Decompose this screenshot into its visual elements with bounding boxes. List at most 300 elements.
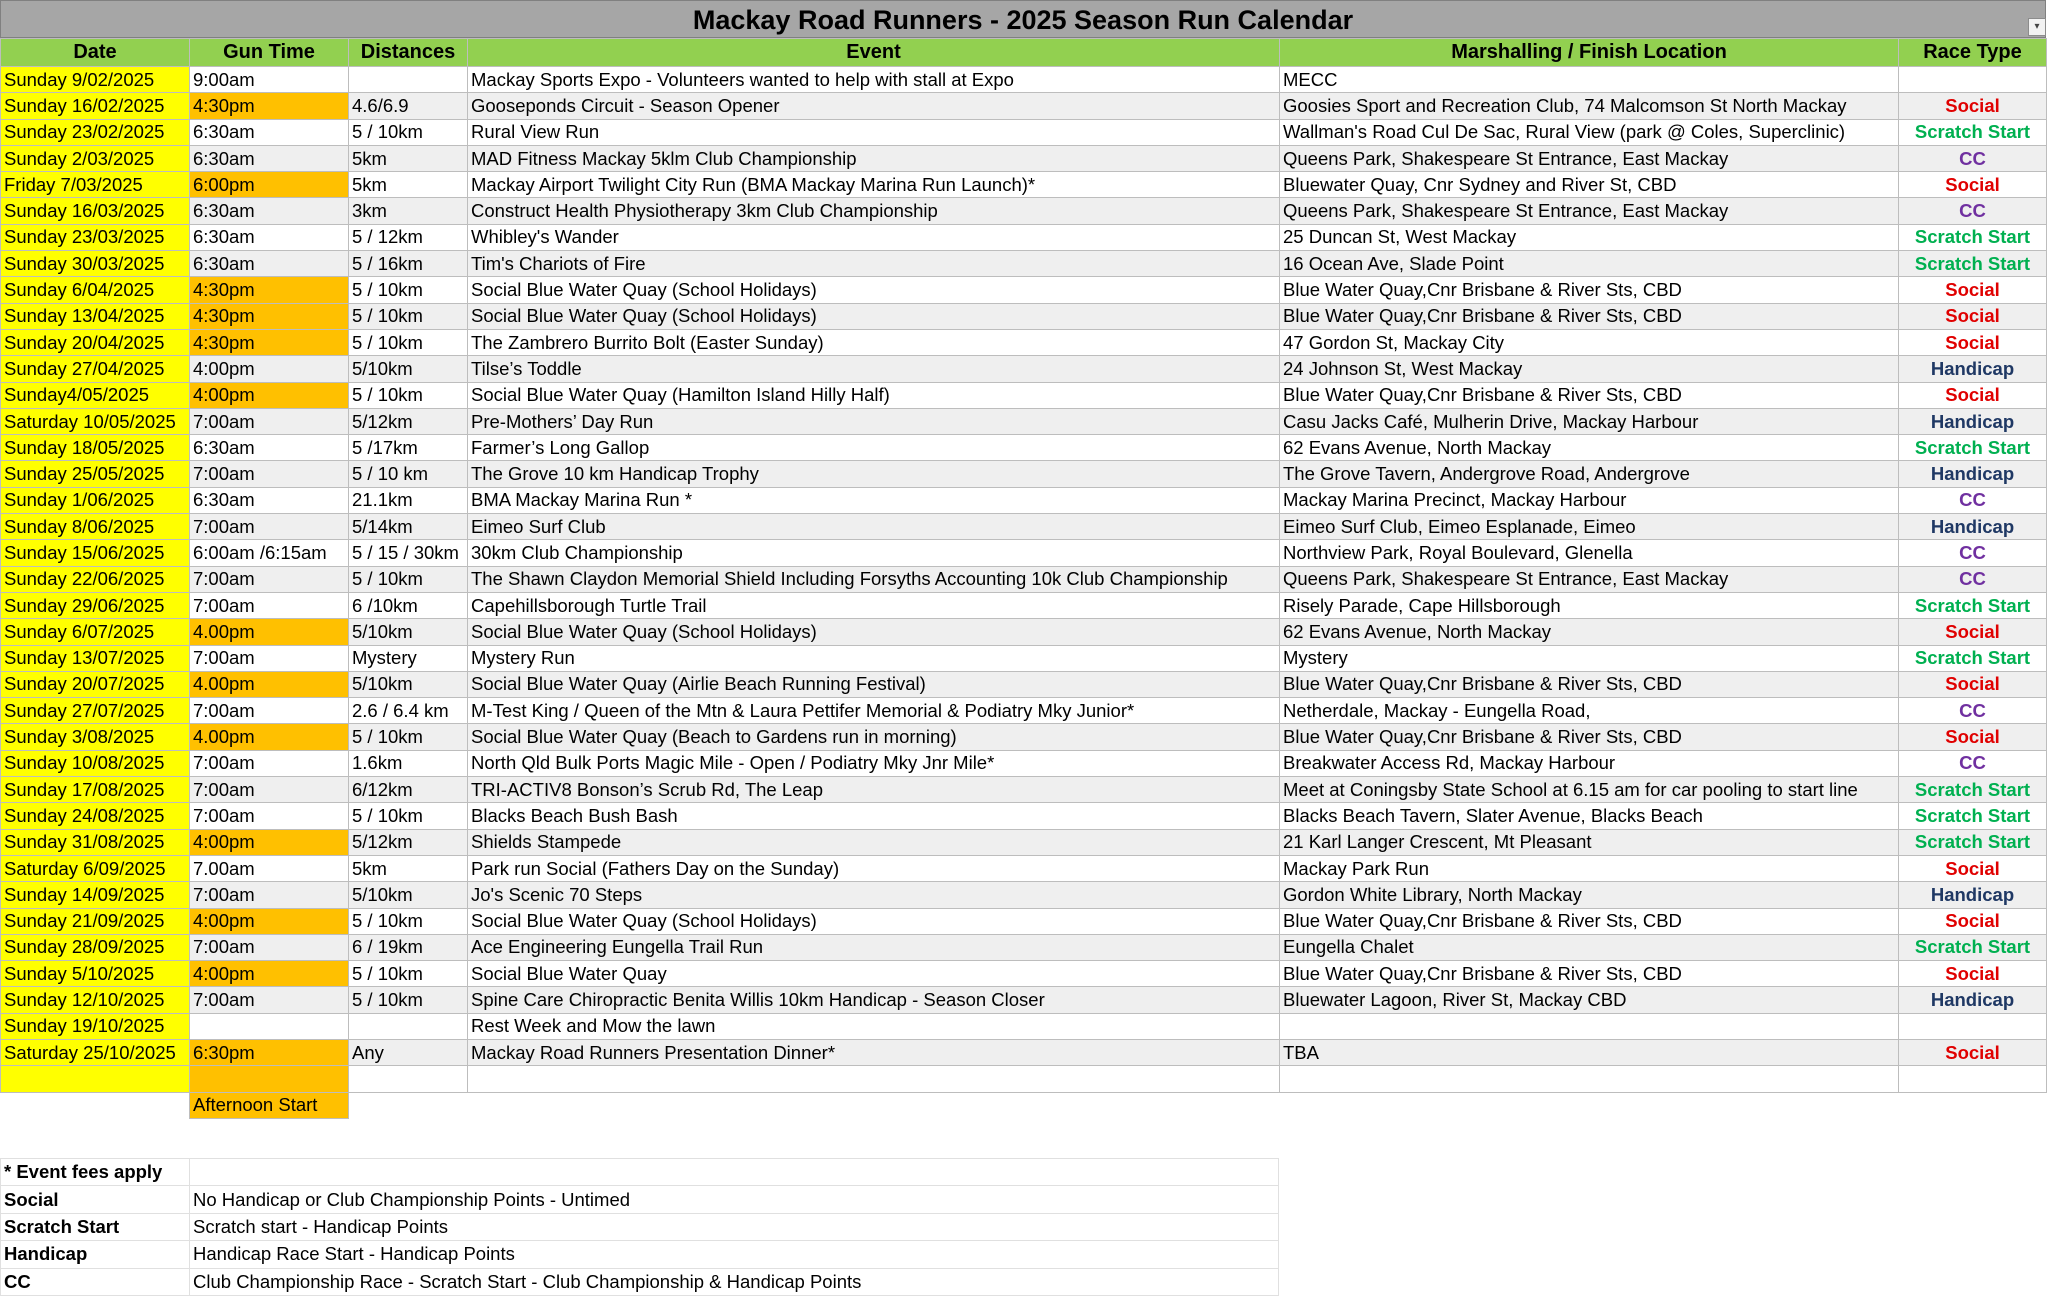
event-cell[interactable]: Tim's Chariots of Fire [468,251,1280,277]
empty-cell[interactable] [1899,1092,2047,1118]
table-row [1,93,2047,119]
table-row [1,172,2047,198]
race-type-cell[interactable]: Scratch Start [1899,435,2047,461]
date-cell[interactable]: Saturday 10/05/2025 [1,408,190,434]
table-row [1,566,2047,592]
race-type-cell[interactable]: Handicap [1899,987,2047,1013]
empty-cell[interactable] [1,1066,190,1092]
table-row [1,619,2047,645]
gun-time-cell[interactable]: 6:30am [190,251,349,277]
gun-time-cell[interactable]: 9:00am [190,67,349,93]
location-cell[interactable]: Risely Parade, Cape Hillsborough [1280,592,1899,618]
table-row [1,1013,2047,1039]
location-cell[interactable]: Netherdale, Mackay - Eungella Road, [1280,698,1899,724]
table-row [1,303,2047,329]
legend-key[interactable]: CC [1,1268,190,1295]
legend-description[interactable]: Handicap Race Start - Handicap Points [190,1241,1279,1268]
date-cell[interactable]: Sunday 23/02/2025 [1,119,190,145]
event-cell[interactable]: Social Blue Water Quay (School Holidays) [468,303,1280,329]
date-cell[interactable]: Sunday 23/03/2025 [1,224,190,250]
gun-time-cell[interactable]: 7:00am [190,750,349,776]
event-cell[interactable]: Jo's Scenic 70 Steps [468,882,1280,908]
distance-cell[interactable]: 5/14km [349,514,468,540]
gun-time-cell[interactable]: 7:00am [190,882,349,908]
date-cell[interactable]: Sunday 10/08/2025 [1,750,190,776]
location-cell[interactable]: TBA [1280,1039,1899,1065]
date-cell[interactable]: Sunday 6/04/2025 [1,277,190,303]
distance-cell[interactable]: 5/10km [349,356,468,382]
date-cell[interactable]: Saturday 25/10/2025 [1,1039,190,1065]
date-cell[interactable]: Sunday 18/05/2025 [1,435,190,461]
table-row [1,67,2047,93]
race-type-cell[interactable]: CC [1899,145,2047,171]
event-cell[interactable]: The Zambrero Burrito Bolt (Easter Sunday) [468,329,1280,355]
event-cell[interactable]: Rest Week and Mow the lawn [468,1013,1280,1039]
event-cell[interactable]: Social Blue Water Quay [468,961,1280,987]
distance-cell[interactable]: 5km [349,855,468,881]
distance-cell[interactable] [349,1013,468,1039]
table-row [1,829,2047,855]
location-cell[interactable]: Blacks Beach Tavern, Slater Avenue, Blacks Beach [1280,803,1899,829]
race-type-cell[interactable]: Scratch Start [1899,251,2047,277]
date-cell[interactable]: Friday 7/03/2025 [1,172,190,198]
location-cell[interactable] [1280,1013,1899,1039]
race-type-cell[interactable]: Social [1899,961,2047,987]
distance-cell[interactable]: 5 / 10km [349,987,468,1013]
race-type-cell[interactable]: Handicap [1899,514,2047,540]
event-cell[interactable]: BMA Mackay Marina Run * [468,487,1280,513]
event-cell[interactable]: Social Blue Water Quay (Hamilton Island Hilly Half) [468,382,1280,408]
legend-description[interactable]: Scratch start - Handicap Points [190,1213,1279,1240]
race-type-cell[interactable]: Scratch Start [1899,119,2047,145]
event-cell[interactable]: Park run Social (Fathers Day on the Sunday) [468,855,1280,881]
race-type-cell[interactable]: Social [1899,382,2047,408]
distance-cell[interactable]: 5 / 10km [349,382,468,408]
event-cell[interactable]: The Shawn Claydon Memorial Shield Including Forsyths Accounting 10k Club Championship [468,566,1280,592]
date-cell[interactable]: Saturday 6/09/2025 [1,855,190,881]
race-type-cell[interactable]: Social [1899,93,2047,119]
location-cell[interactable]: 62 Evans Avenue, North Mackay [1280,435,1899,461]
table-row [1,777,2047,803]
race-type-cell[interactable]: Handicap [1899,461,2047,487]
event-cell[interactable]: Farmer’s Long Gallop [468,435,1280,461]
distance-cell[interactable]: 5 /17km [349,435,468,461]
race-type-cell[interactable] [1899,1013,2047,1039]
race-type-cell[interactable]: CC [1899,698,2047,724]
legend-row [1,1213,1279,1240]
location-cell[interactable]: Blue Water Quay,Cnr Brisbane & River Sts, CBD [1280,277,1899,303]
gun-time-cell[interactable]: 4:00pm [190,829,349,855]
empty-cell[interactable] [190,1066,349,1092]
location-cell[interactable]: Blue Water Quay,Cnr Brisbane & River Sts, CBD [1280,961,1899,987]
date-cell[interactable]: Sunday 27/07/2025 [1,698,190,724]
table-row [1,198,2047,224]
gun-time-cell[interactable] [190,1013,349,1039]
gun-time-cell[interactable]: 7:00am [190,461,349,487]
location-cell[interactable]: 16 Ocean Ave, Slade Point [1280,251,1899,277]
table-row [1,750,2047,776]
gun-time-cell[interactable]: 7:00am [190,803,349,829]
legend-table [0,1158,1279,1296]
date-cell[interactable]: Sunday 29/06/2025 [1,592,190,618]
gun-time-cell[interactable]: 6:30pm [190,1039,349,1065]
gun-time-cell[interactable]: 6:30am [190,145,349,171]
gun-time-cell[interactable]: 7:00am [190,777,349,803]
race-type-cell[interactable]: Scratch Start [1899,645,2047,671]
event-cell[interactable]: Mackay Road Runners Presentation Dinner* [468,1039,1280,1065]
date-cell[interactable]: Sunday 13/04/2025 [1,303,190,329]
distance-cell[interactable]: 5 / 10km [349,566,468,592]
event-cell[interactable]: Social Blue Water Quay (School Holidays) [468,277,1280,303]
race-type-cell[interactable]: Handicap [1899,356,2047,382]
date-cell[interactable]: Sunday 12/10/2025 [1,987,190,1013]
location-cell[interactable]: Bluewater Quay, Cnr Sydney and River St, CBD [1280,172,1899,198]
location-cell[interactable]: Blue Water Quay,Cnr Brisbane & River Sts, CBD [1280,382,1899,408]
empty-row [1,1066,2047,1092]
sheet-title: Mackay Road Runners - 2025 Season Run Calendar [0,0,2046,38]
legend-key[interactable]: Social [1,1186,190,1213]
race-type-cell[interactable]: Scratch Start [1899,934,2047,960]
distance-cell[interactable]: 5 / 10km [349,908,468,934]
event-cell[interactable]: Shields Stampede [468,829,1280,855]
distance-cell[interactable]: 5 / 16km [349,251,468,277]
date-cell[interactable]: Sunday 16/03/2025 [1,198,190,224]
date-cell[interactable]: Sunday 17/08/2025 [1,777,190,803]
event-cell[interactable]: Eimeo Surf Club [468,514,1280,540]
location-cell[interactable]: Goosies Sport and Recreation Club, 74 Malcomson St North Mackay [1280,93,1899,119]
distance-cell[interactable]: 5 / 10km [349,277,468,303]
event-cell[interactable]: Rural View Run [468,119,1280,145]
gun-time-cell[interactable]: 4:00pm [190,961,349,987]
race-type-cell[interactable]: Scratch Start [1899,592,2047,618]
table-row [1,277,2047,303]
table-row [1,987,2047,1013]
event-cell[interactable]: Capehillsborough Turtle Trail [468,592,1280,618]
table-row [1,224,2047,250]
date-cell[interactable]: Sunday 6/07/2025 [1,619,190,645]
location-cell[interactable]: Mackay Park Run [1280,855,1899,881]
location-cell[interactable]: Northview Park, Royal Boulevard, Glenella [1280,540,1899,566]
gun-time-cell[interactable]: 6:00pm [190,172,349,198]
gun-time-cell[interactable]: 6:30am [190,119,349,145]
table-row [1,382,2047,408]
event-cell[interactable]: Whibley's Wander [468,224,1280,250]
legend-description[interactable]: Club Championship Race - Scratch Start - Club Championship & Handicap Points [190,1268,1279,1295]
legend-description[interactable] [190,1159,1279,1186]
table-row [1,329,2047,355]
distance-cell[interactable]: 5/12km [349,408,468,434]
distance-cell[interactable]: 5 / 10km [349,119,468,145]
gun-time-cell[interactable]: 7:00am [190,408,349,434]
empty-cell[interactable] [468,1066,1280,1092]
distance-cell[interactable]: 5/10km [349,882,468,908]
race-type-cell[interactable]: CC [1899,487,2047,513]
location-cell[interactable]: MECC [1280,67,1899,93]
header-gun-time[interactable]: Gun Time [190,39,349,67]
race-type-cell[interactable]: CC [1899,566,2047,592]
location-cell[interactable]: Wallman's Road Cul De Sac, Rural View (park @ Coles, Superclinic) [1280,119,1899,145]
event-cell[interactable]: Mystery Run [468,645,1280,671]
distance-cell[interactable]: 6/12km [349,777,468,803]
legend-row [1,1268,1279,1295]
gun-time-cell[interactable]: 7:00am [190,698,349,724]
race-type-cell[interactable]: Social [1899,908,2047,934]
legend-row [1,1186,1279,1213]
location-cell[interactable]: Blue Water Quay,Cnr Brisbane & River Sts, CBD [1280,724,1899,750]
distance-cell[interactable]: 6 /10km [349,592,468,618]
gun-time-cell[interactable]: 4.00pm [190,619,349,645]
empty-cell[interactable] [1899,1066,2047,1092]
event-cell[interactable]: M-Test King / Queen of the Mtn & Laura Pettifer Memorial & Podiatry Mky Junior* [468,698,1280,724]
distance-cell[interactable]: 1.6km [349,750,468,776]
empty-cell[interactable] [349,1066,468,1092]
table-row [1,671,2047,697]
gun-time-cell[interactable]: 7.00am [190,855,349,881]
event-cell[interactable]: TRI-ACTIV8 Bonson’s Scrub Rd, The Leap [468,777,1280,803]
event-cell[interactable]: Gooseponds Circuit - Season Opener [468,93,1280,119]
gun-time-cell[interactable]: 4:30pm [190,329,349,355]
gun-time-cell[interactable]: 4:00pm [190,356,349,382]
race-type-cell[interactable]: Social [1899,1039,2047,1065]
gun-time-cell[interactable]: 7:00am [190,566,349,592]
location-cell[interactable]: Blue Water Quay,Cnr Brisbane & River Sts, CBD [1280,303,1899,329]
afternoon-key-row [1,1092,2047,1118]
table-row [1,145,2047,171]
distance-cell[interactable]: 21.1km [349,487,468,513]
race-type-cell[interactable]: Social [1899,855,2047,881]
event-cell[interactable]: The Grove 10 km Handicap Trophy [468,461,1280,487]
race-type-cell[interactable]: Handicap [1899,408,2047,434]
empty-cell[interactable] [349,1092,468,1118]
table-row [1,645,2047,671]
date-cell[interactable]: Sunday 30/03/2025 [1,251,190,277]
gun-time-cell[interactable]: 4.00pm [190,724,349,750]
legend-key[interactable]: * Event fees apply [1,1159,190,1186]
legend-key[interactable]: Handicap [1,1241,190,1268]
event-cell[interactable]: Pre-Mothers’ Day Run [468,408,1280,434]
table-row [1,724,2047,750]
race-type-cell[interactable]: CC [1899,198,2047,224]
table-row [1,882,2047,908]
gun-time-cell[interactable]: 4:30pm [190,277,349,303]
location-cell[interactable]: Eimeo Surf Club, Eimeo Esplanade, Eimeo [1280,514,1899,540]
table-row [1,119,2047,145]
date-cell[interactable]: Sunday 20/07/2025 [1,671,190,697]
distance-cell[interactable]: 5 / 10km [349,961,468,987]
gun-time-cell[interactable]: 4:00pm [190,382,349,408]
gun-time-cell[interactable]: 6:30am [190,487,349,513]
distance-cell[interactable]: 5 / 10km [349,329,468,355]
location-cell[interactable]: 24 Johnson St, West Mackay [1280,356,1899,382]
event-cell[interactable]: Mackay Sports Expo - Volunteers wanted to help with stall at Expo [468,67,1280,93]
gun-time-cell[interactable]: 7:00am [190,934,349,960]
race-type-cell[interactable]: Scratch Start [1899,224,2047,250]
location-cell[interactable]: 21 Karl Langer Crescent, Mt Pleasant [1280,829,1899,855]
table-row [1,251,2047,277]
date-cell[interactable]: Sunday 3/08/2025 [1,724,190,750]
legend-description[interactable]: No Handicap or Club Championship Points - Untimed [190,1186,1279,1213]
table-row [1,934,2047,960]
distance-cell[interactable]: 5 / 12km [349,224,468,250]
event-cell[interactable]: Social Blue Water Quay (School Holidays) [468,619,1280,645]
header-race-type[interactable]: Race Type [1899,39,2047,67]
gun-time-cell[interactable]: 6:30am [190,435,349,461]
empty-cell[interactable] [468,1092,1280,1118]
table-row [1,961,2047,987]
race-type-cell[interactable] [1899,67,2047,93]
header-distances[interactable]: Distances [349,39,468,67]
location-cell[interactable]: Blue Water Quay,Cnr Brisbane & River Sts, CBD [1280,671,1899,697]
event-cell[interactable]: Spine Care Chiropractic Benita Willis 10km Handicap - Season Closer [468,987,1280,1013]
event-cell[interactable]: Ace Engineering Eungella Trail Run [468,934,1280,960]
distance-cell[interactable]: 5/12km [349,829,468,855]
event-cell[interactable]: Social Blue Water Quay (Airlie Beach Running Festival) [468,671,1280,697]
table-row [1,356,2047,382]
location-cell[interactable]: 25 Duncan St, West Mackay [1280,224,1899,250]
location-cell[interactable]: The Grove Tavern, Andergrove Road, Andergrove [1280,461,1899,487]
date-cell[interactable]: Sunday 16/02/2025 [1,93,190,119]
table-row [1,514,2047,540]
distance-cell[interactable]: 3km [349,198,468,224]
location-cell[interactable]: Mystery [1280,645,1899,671]
event-cell[interactable]: Blacks Beach Bush Bash [468,803,1280,829]
distance-cell[interactable]: Mystery [349,645,468,671]
distance-cell[interactable]: 5 / 10 km [349,461,468,487]
header-location[interactable]: Marshalling / Finish Location [1280,39,1899,67]
date-cell[interactable]: Sunday 5/10/2025 [1,961,190,987]
date-cell[interactable]: Sunday4/05/2025 [1,382,190,408]
date-cell[interactable]: Sunday 13/07/2025 [1,645,190,671]
race-type-cell[interactable]: Social [1899,671,2047,697]
date-cell[interactable]: Sunday 8/06/2025 [1,514,190,540]
location-cell[interactable]: 47 Gordon St, Mackay City [1280,329,1899,355]
table-row [1,461,2047,487]
location-cell[interactable]: Bluewater Lagoon, River St, Mackay CBD [1280,987,1899,1013]
table-row [1,908,2047,934]
date-cell[interactable]: Sunday 14/09/2025 [1,882,190,908]
header-row [1,39,2047,67]
distance-cell[interactable]: 5km [349,145,468,171]
date-cell[interactable]: Sunday 19/10/2025 [1,1013,190,1039]
location-cell[interactable]: Casu Jacks Café, Mulherin Drive, Mackay Harbour [1280,408,1899,434]
filter-dropdown-icon[interactable]: ▾ [2028,18,2046,36]
date-cell[interactable]: Sunday 28/09/2025 [1,934,190,960]
location-cell[interactable]: Queens Park, Shakespeare St Entrance, East Mackay [1280,198,1899,224]
table-row [1,855,2047,881]
distance-cell[interactable]: 6 / 19km [349,934,468,960]
distance-cell[interactable]: 5km [349,172,468,198]
date-cell[interactable]: Sunday 27/04/2025 [1,356,190,382]
date-cell[interactable]: Sunday 21/09/2025 [1,908,190,934]
race-type-cell[interactable]: Social [1899,303,2047,329]
header-event[interactable]: Event [468,39,1280,67]
race-type-cell[interactable]: Social [1899,724,2047,750]
distance-cell[interactable]: 5 / 10km [349,724,468,750]
table-row [1,487,2047,513]
race-type-cell[interactable]: Social [1899,277,2047,303]
table-row [1,408,2047,434]
distance-cell[interactable]: 4.6/6.9 [349,93,468,119]
race-type-cell[interactable]: Handicap [1899,882,2047,908]
race-type-cell[interactable]: Social [1899,329,2047,355]
empty-cell[interactable] [1280,1092,1899,1118]
date-cell[interactable]: Sunday 1/06/2025 [1,487,190,513]
date-cell[interactable]: Sunday 22/06/2025 [1,566,190,592]
distance-cell[interactable]: 5 / 10km [349,803,468,829]
gun-time-cell[interactable]: 4:00pm [190,908,349,934]
location-cell[interactable]: Mackay Marina Precinct, Mackay Harbour [1280,487,1899,513]
gun-time-cell[interactable]: 6:00am /6:15am [190,540,349,566]
distance-cell[interactable]: Any [349,1039,468,1065]
distance-cell[interactable]: 5 / 15 / 30km [349,540,468,566]
date-cell[interactable]: Sunday 20/04/2025 [1,329,190,355]
gun-time-cell[interactable]: 7:00am [190,645,349,671]
event-cell[interactable]: Mackay Airport Twilight City Run (BMA Mackay Marina Run Launch)* [468,172,1280,198]
gun-time-cell[interactable]: 6:30am [190,224,349,250]
race-type-cell[interactable]: CC [1899,750,2047,776]
header-date[interactable]: Date [1,39,190,67]
afternoon-start-key[interactable]: Afternoon Start [190,1092,349,1118]
legend-row [1,1159,1279,1186]
date-cell[interactable]: Sunday 15/06/2025 [1,540,190,566]
gun-time-cell[interactable]: 7:00am [190,514,349,540]
event-cell[interactable]: Social Blue Water Quay (School Holidays) [468,908,1280,934]
event-cell[interactable]: Social Blue Water Quay (Beach to Gardens run in morning) [468,724,1280,750]
race-type-cell[interactable]: Scratch Start [1899,803,2047,829]
empty-cell[interactable] [1280,1066,1899,1092]
race-type-cell[interactable]: Social [1899,172,2047,198]
gun-time-cell[interactable]: 6:30am [190,198,349,224]
date-cell[interactable]: Sunday 25/05/2025 [1,461,190,487]
date-cell[interactable]: Sunday 24/08/2025 [1,803,190,829]
gun-time-cell[interactable]: 4:30pm [190,303,349,329]
date-cell[interactable]: Sunday 31/08/2025 [1,829,190,855]
race-type-cell[interactable]: CC [1899,540,2047,566]
table-row [1,435,2047,461]
date-cell[interactable]: Sunday 2/03/2025 [1,145,190,171]
distance-cell[interactable]: 5/10km [349,619,468,645]
location-cell[interactable]: Queens Park, Shakespeare St Entrance, East Mackay [1280,566,1899,592]
distance-cell[interactable]: 2.6 / 6.4 km [349,698,468,724]
distance-cell[interactable] [349,67,468,93]
location-cell[interactable]: Gordon White Library, North Mackay [1280,882,1899,908]
table-row [1,698,2047,724]
location-cell[interactable]: Breakwater Access Rd, Mackay Harbour [1280,750,1899,776]
gun-time-cell[interactable]: 7:00am [190,987,349,1013]
distance-cell[interactable]: 5 / 10km [349,303,468,329]
distance-cell[interactable]: 5/10km [349,671,468,697]
location-cell[interactable]: Eungella Chalet [1280,934,1899,960]
location-cell[interactable]: Blue Water Quay,Cnr Brisbane & River Sts, CBD [1280,908,1899,934]
race-type-cell[interactable]: Social [1899,619,2047,645]
gun-time-cell[interactable]: 4.00pm [190,671,349,697]
race-type-cell[interactable]: Scratch Start [1899,829,2047,855]
event-cell[interactable]: Construct Health Physiotherapy 3km Club Championship [468,198,1280,224]
date-cell[interactable]: Sunday 9/02/2025 [1,67,190,93]
event-cell[interactable]: 30km Club Championship [468,540,1280,566]
event-cell[interactable]: North Qld Bulk Ports Magic Mile - Open / Podiatry Mky Jnr Mile* [468,750,1280,776]
location-cell[interactable]: Meet at Coningsby State School at 6.15 am for car pooling to start line [1280,777,1899,803]
event-cell[interactable]: MAD Fitness Mackay 5klm Club Championship [468,145,1280,171]
gun-time-cell[interactable]: 4:30pm [190,93,349,119]
empty-cell[interactable] [1,1092,190,1118]
location-cell[interactable]: 62 Evans Avenue, North Mackay [1280,619,1899,645]
legend-key[interactable]: Scratch Start [1,1213,190,1240]
race-type-cell[interactable]: Scratch Start [1899,777,2047,803]
event-cell[interactable]: Tilse’s Toddle [468,356,1280,382]
location-cell[interactable]: Queens Park, Shakespeare St Entrance, East Mackay [1280,145,1899,171]
gun-time-cell[interactable]: 7:00am [190,592,349,618]
